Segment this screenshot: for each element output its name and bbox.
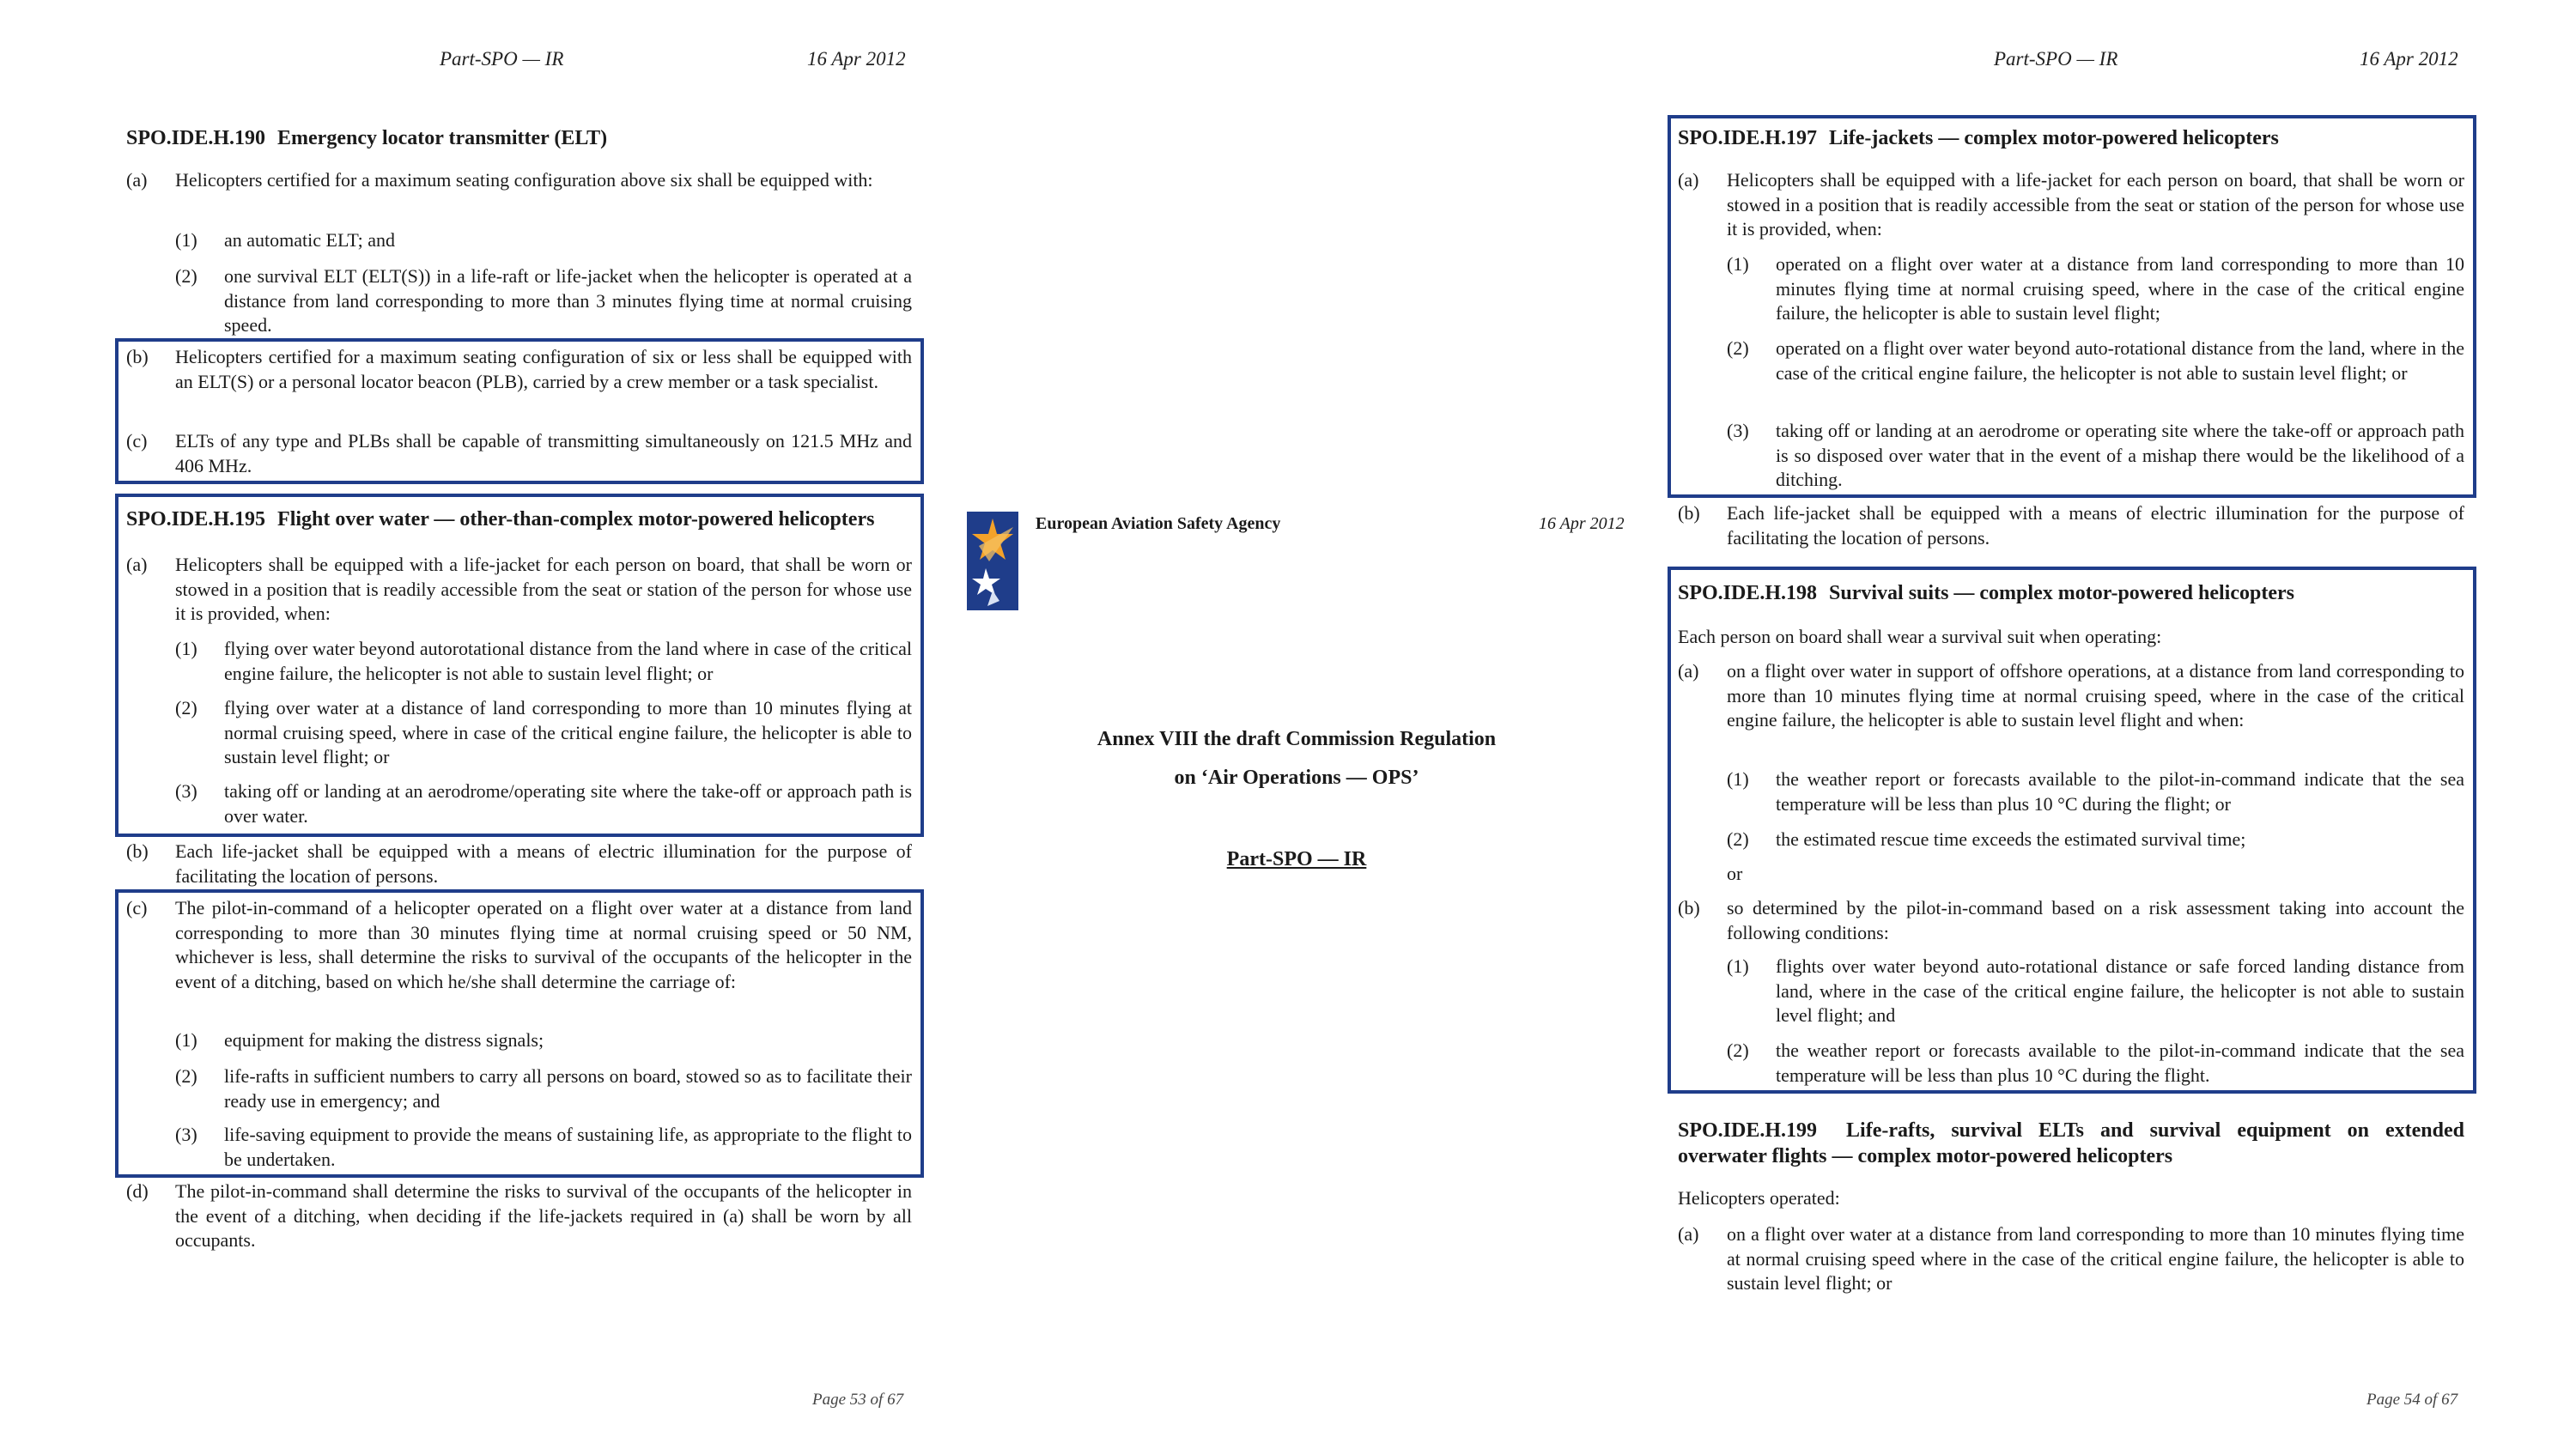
clause-label: (2): [1727, 828, 1749, 850]
clause-text: flights over water beyond auto-rotational distance or safe forced landing distance from land, where in the case of the critical engine failure, the helicopter is not able to sustain level flight; and: [1776, 955, 2464, 1026]
subclause-1: [175, 637, 912, 686]
clause-text: Helicopters certified for a maximum seating configuration above six shall be equipped with:: [175, 169, 873, 191]
cover-date: 16 Apr 2012: [1539, 514, 1625, 533]
clause-a: [1678, 1222, 2464, 1296]
clause-text: an automatic ELT; and: [224, 229, 395, 251]
clause-label: (1): [1727, 768, 1749, 790]
subclause-3: [175, 779, 912, 828]
clause-label: (1): [175, 638, 197, 659]
subclause-3: [175, 1123, 912, 1172]
clause-text: so determined by the pilot-in-command based on a risk assessment taking into account the following conditions:: [1727, 897, 2464, 943]
section-heading-197: [1678, 125, 2468, 151]
clause-label: (c): [126, 897, 148, 919]
clause-text: on a flight over water in support of offshore operations, at a distance from land corresponding to more than 10 minutes flying time at normal cruising speed, where in the case of the critical engine failure, the helicopter is able to sustain level flight and when:: [1727, 660, 2464, 731]
subclause-1: [1727, 767, 2464, 816]
clause-text: taking off or landing at an aerodrome/operating site where the take-off or approach path is over water.: [224, 780, 912, 827]
right-page: [1640, 0, 2576, 1449]
clause-label: (1): [175, 229, 197, 251]
section-title: Survival suits — complex motor-powered helicopters: [1829, 582, 2294, 604]
annex-title-line2: on ‘Air Operations — OPS’: [1174, 767, 1419, 789]
clause-c: [126, 896, 912, 994]
section-title: Emergency locator transmitter (ELT): [277, 127, 608, 149]
clause-b: [1678, 501, 2464, 550]
section-title: Life-jackets — complex motor-powered helicopters: [1829, 127, 2279, 149]
section-code: SPO.IDE.H.190: [126, 127, 266, 149]
clause-label: (2): [1727, 337, 1749, 359]
section-intro: Each person on board shall wear a survival suit when operating:: [1678, 626, 2162, 647]
clause-b: [1678, 896, 2464, 945]
clause-text: the weather report or forecasts available to the pilot-in-command indicate that the sea temperature will be less than plus 10 °C during the flight; or: [1776, 768, 2464, 815]
right-page-number: Page 54 of 67: [2366, 1391, 2458, 1409]
clause-label: (a): [1678, 660, 1699, 682]
clause-label: (1): [175, 1029, 197, 1051]
easa-logo-icon: [967, 512, 1018, 610]
clause-text: life-rafts in sufficient numbers to carry all persons on board, stowed so as to facilitate their ready use in emergency; and: [224, 1065, 912, 1112]
part-title: Part-SPO — IR: [1226, 848, 1367, 870]
clause-text: operated on a flight over water at a distance from land corresponding to more than 10 minutes flying time at normal cruising speed, where in the case of the critical engine failure, the helicopter is able to sustain level flight;: [1776, 253, 2464, 324]
clause-label: (1): [1727, 253, 1749, 275]
clause-text: Each life-jacket shall be equipped with a means of electric illumination for the purpose of facilitating the location of persons.: [175, 840, 912, 887]
clause-text: the weather report or forecasts available to the pilot-in-command indicate that the sea temperature will be less than plus 10 °C during the flight.: [1776, 1040, 2464, 1086]
section-heading-199: [1678, 1118, 2464, 1169]
subclause-2: [175, 264, 912, 338]
clause-label: (2): [175, 265, 197, 287]
clause-label: (c): [126, 430, 148, 452]
subclause-2: [1727, 336, 2464, 385]
clause-label: (b): [126, 840, 149, 862]
or-separator: or: [1727, 863, 1743, 884]
clause-b: [126, 840, 912, 888]
clause-label: (3): [175, 780, 197, 802]
cover-page: [953, 0, 1640, 1449]
clause-d: [126, 1179, 912, 1253]
left-page: [0, 0, 953, 1449]
section-heading-195: [126, 506, 912, 532]
clause-label: (a): [126, 169, 148, 191]
clause-text: Helicopters certified for a maximum seating configuration of six or less shall be equipped with an ELT(S) or a personal locator beacon (PLB), carried by a crew member or a task specialist.: [175, 346, 912, 392]
clause-label: (d): [126, 1180, 149, 1202]
subclause-1: [1727, 252, 2464, 326]
clause-label: (a): [126, 554, 148, 575]
right-header-date: 16 Apr 2012: [2360, 48, 2458, 70]
clause-label: (b): [1678, 897, 1700, 919]
clause-label: (a): [1678, 169, 1699, 191]
clause-label: (2): [175, 697, 197, 718]
clause-label: (a): [1678, 1223, 1699, 1245]
clause-label: (3): [1727, 420, 1749, 441]
clause-label: (2): [1727, 1040, 1749, 1061]
clause-text: Each life-jacket shall be equipped with a means of electric illumination for the purpose of facilitating the location of persons.: [1727, 502, 2464, 549]
section-heading-190: [126, 125, 925, 151]
clause-a: [1678, 659, 2464, 733]
clause-text: The pilot-in-command of a helicopter operated on a flight over water at a distance from land corresponding to more than 30 minutes flying time at normal cruising speed or 50 NM, whichever is less, shall determine the risks to survival of the occupants of the helicopter in the event of a ditching, based on which he/she shall determine the carriage of:: [175, 897, 912, 992]
right-header-doc: Part-SPO — IR: [1994, 48, 2118, 70]
subclause-2: [1727, 828, 2464, 852]
subclause-2: [175, 696, 912, 770]
easa-logo-graphic: [967, 512, 1018, 610]
left-header-doc: Part-SPO — IR: [440, 48, 564, 70]
annex-title-line1: Annex VIII the draft Commission Regulation: [1097, 728, 1497, 750]
subclause-1: [175, 1028, 912, 1053]
subclause-1: [175, 228, 912, 253]
clause-text: flying over water at a distance of land corresponding to more than 10 minutes flying at normal cruising speed, where in case of the critical engine failure, the helicopter is able to sustain level flight; or: [224, 697, 912, 767]
clause-text: flying over water beyond autorotational distance from the land where in case of the critical engine failure, the helicopter is not able to sustain level flight; or: [224, 638, 912, 684]
subclause-2: [175, 1064, 912, 1113]
clause-text: ELTs of any type and PLBs shall be capable of transmitting simultaneously on 121.5 MHz and 406 MHz.: [175, 430, 912, 476]
clause-text: the estimated rescue time exceeds the estimated survival time;: [1776, 828, 2246, 850]
section-heading-198: [1678, 580, 2468, 606]
clause-text: equipment for making the distress signals;: [224, 1029, 544, 1051]
clause-label: (b): [126, 346, 149, 367]
clause-label: (2): [175, 1065, 197, 1087]
clause-text: operated on a flight over water beyond auto-rotational distance from the land, where in the case of the critical engine failure, the helicopter is not able to sustain level flight; or: [1776, 337, 2464, 384]
left-header-date: 16 Apr 2012: [807, 48, 906, 70]
clause-a: [126, 553, 912, 627]
clause-c: [126, 429, 912, 478]
section-title: Life-rafts, survival ELTs and survival equipment on extended overwater flights — complex motor-powered helicopters: [1678, 1119, 2464, 1167]
clause-text: Helicopters shall be equipped with a life-jacket for each person on board, that shall be worn or stowed in a position that is readily accessible from the seat or station of the person for whose use it is provided, when:: [175, 554, 912, 624]
section-intro: Helicopters operated:: [1678, 1187, 1840, 1209]
clause-a: [1678, 168, 2464, 242]
section-code: SPO.IDE.H.199: [1678, 1119, 1818, 1142]
clause-text: one survival ELT (ELT(S)) in a life-raft or life-jacket when the helicopter is operated at a distance from land corresponding to more than 3 minutes flying time at normal cruising speed.: [224, 265, 912, 336]
section-code: SPO.IDE.H.195: [126, 508, 266, 530]
subclause-1: [1727, 955, 2464, 1028]
section-code: SPO.IDE.H.198: [1678, 582, 1818, 604]
clause-label: (3): [175, 1124, 197, 1145]
clause-text: The pilot-in-command shall determine the risks to survival of the occupants of the helicopter in the event of a ditching, when deciding if the life-jackets required in (a) shall be worn by all occupants.: [175, 1180, 912, 1251]
agency-name: European Aviation Safety Agency: [1036, 514, 1281, 533]
section-title: Flight over water — other-than-complex motor-powered helicopters: [277, 508, 875, 530]
clause-b: [126, 345, 912, 394]
clause-text: on a flight over water at a distance from land corresponding to more than 10 minutes flying time at normal cruising speed where in the case of the critical engine failure, the helicopter is able to sustain level flight; or: [1727, 1223, 2464, 1294]
clause-text: life-saving equipment to provide the means of sustaining life, as appropriate to the flight to be undertaken.: [224, 1124, 912, 1170]
clause-text: Helicopters shall be equipped with a life-jacket for each person on board, that shall be worn or stowed in a position that is readily accessible from the seat or station of the person for whose use it is provided, when:: [1727, 169, 2464, 239]
subclause-3: [1727, 419, 2464, 493]
clause-label: (b): [1678, 502, 1700, 524]
left-page-number: Page 53 of 67: [812, 1391, 904, 1409]
subclause-2: [1727, 1039, 2464, 1088]
clause-text: taking off or landing at an aerodrome or operating site where the take-off or approach path is so disposed over water that in the event of a mishap there would be the likelihood of a ditching.: [1776, 420, 2464, 490]
clause-label: (1): [1727, 955, 1749, 977]
section-code: SPO.IDE.H.197: [1678, 127, 1818, 149]
clause-a: [126, 168, 912, 193]
